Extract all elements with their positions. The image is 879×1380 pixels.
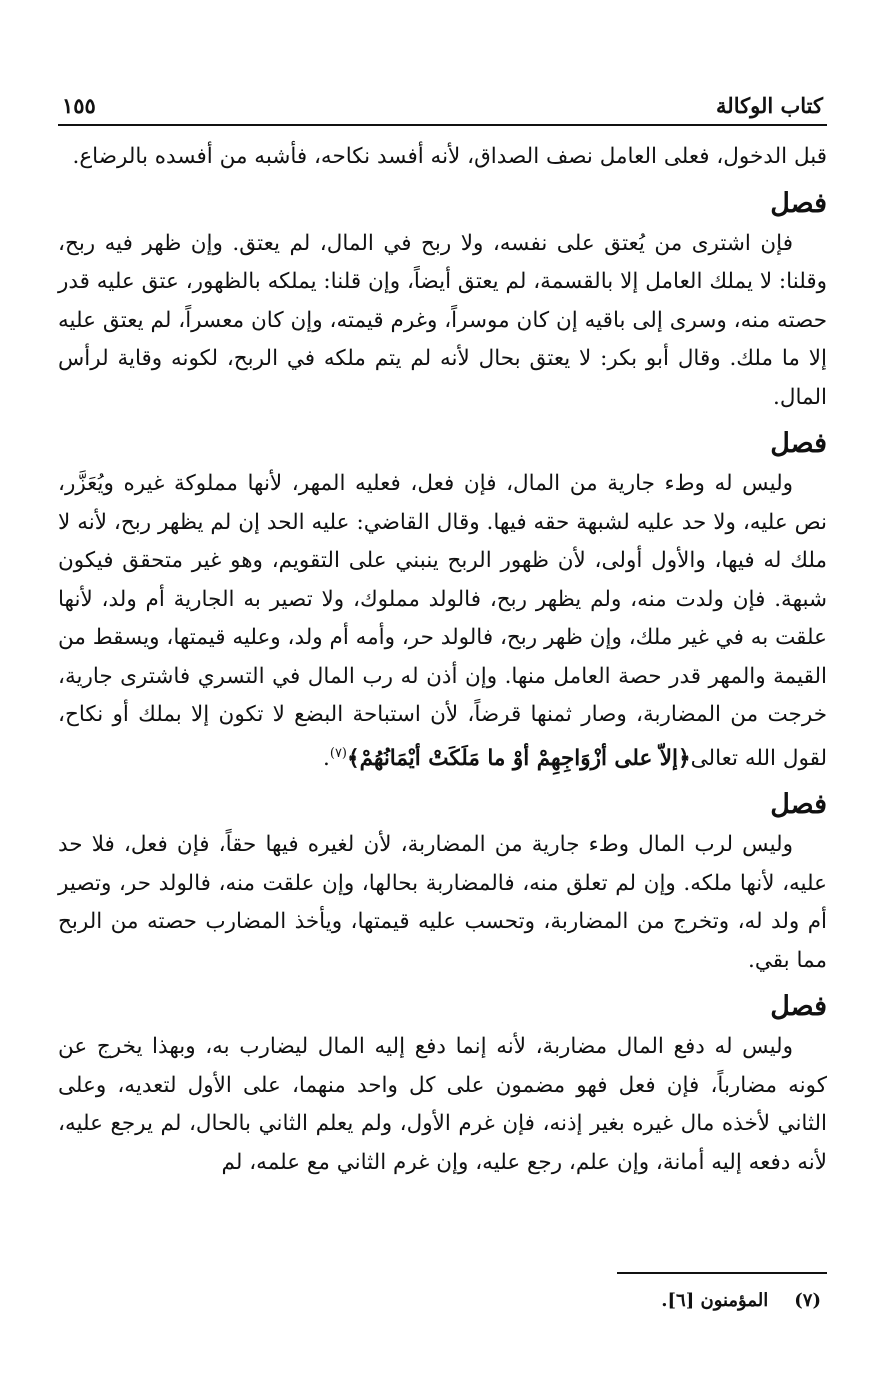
footnote xyxy=(661,1290,821,1311)
quran-verse: ﴿إلاّ على أزْوَاجِهِمْ أوْ ما مَلَكَتْ أيْمَانُهُمْ﴾ xyxy=(347,745,691,771)
page-number: ١٥٥ xyxy=(62,93,96,118)
chapter-title: كتاب الوكالة xyxy=(716,93,823,118)
page-body xyxy=(58,138,827,1182)
section-heading-1: فصل xyxy=(770,187,827,219)
section-heading-3: فصل xyxy=(770,789,827,821)
running-header xyxy=(58,86,827,126)
section-heading-2: فصل xyxy=(770,428,827,459)
paragraph-3-text: وليس له وطء جارية من المال، فإن فعل، فعليه المهر، لأنها مملوكة غيره ويُعَزَّر، نص عليه، ولا حد عليه لشبهة حقه فيها. وقال القاضي: عليه الحد إن لم يظهر ربح، لأنه لا ملك له فيها، والأول أولى، لأن ظهور الربح ينبني على التقويم، وهو غير متحقق فيكون شبهة. فإن ولدت منه، ولم يظهر ربح، فالولد مملوك، ولا تصير به الجارية أم ولد، لأنها علقت به في غير ملك، وإن ظهر ربح، فالولد حر، وأمه أم ولد، وعليه قيمتها، ويسقط من القيمة والمهر قدر حصة العامل منها. وإن أذن له رب المال في التسري فاشترى جارية، خرجت من المضاربة، وصار ثمنها قرضاً، لأن استباحة البضع لا تكون إلا بملك أو نكاح، لقول الله تعالى xyxy=(58,471,827,771)
paragraph-4: وليس لرب المال وطء جارية من المضاربة، لأن لغيره فيها حقاً، فإن فعل، فلا حد عليه، لأنها ملكه. وإن لم تعلق منه، فالمضاربة بحالها، وإن علقت منه، فالولد حر، وتصير أم ولد له، وتخرج من المضاربة، وتحسب عليه قيمتها، ويأخذ المضارب حصته من الربح مما بقي. xyxy=(58,832,827,973)
footnote-ref[interactable]: (٧) xyxy=(329,745,347,761)
section-heading-4: فصل xyxy=(770,991,827,1023)
paragraph-3 xyxy=(58,465,827,778)
paragraph-2: فإن اشترى من يُعتق على نفسه، ولا ربح في المال، لم يعتق. وإن ظهر فيه ربح، وقلنا: لا يملك العامل إلا بالقسمة، لم يعتق أيضاً، وإن قلنا: يملكه بالظهور، عتق عليه قدر حصته منه، وسرى إلى باقيه إن كان موسراً، وغرم قيمته، وإن كان معسراً، لم يعتق عليه إلا ما ملك. وقال أبو بكر: لا يعتق بحال لأنه لم يتم ملكه في الربح، لكونه وقاية لرأس المال. xyxy=(58,230,827,410)
paragraph-1: قبل الدخول، فعلى العامل نصف الصداق، لأنه أفسد نكاحه، فأشبه من أفسده بالرضاع. xyxy=(72,144,827,169)
footnote-text: المؤمنون [٦]. xyxy=(661,1290,769,1311)
footnote-number: (٧) xyxy=(794,1290,821,1311)
paragraph-3-tail: . xyxy=(323,745,330,771)
paragraph-5: وليس له دفع المال مضاربة، لأنه إنما دفع إليه المال ليضارب به، وبهذا يخرج عن كونه مضارباً، فإن فعل فهو مضمون على كل واحد منهما، على الأول لتعديه، وعلى الثاني لأخذه مال غيره بغير إذنه، فإن غرم الأول، ولم يعلم الثاني بالحال، لم يرجع عليه، لأنه دفعه إليه أمانة، وإن علم، رجع عليه، وإن غرم الثاني مع علمه، لم xyxy=(58,1034,827,1175)
footnote-divider xyxy=(617,1272,827,1274)
